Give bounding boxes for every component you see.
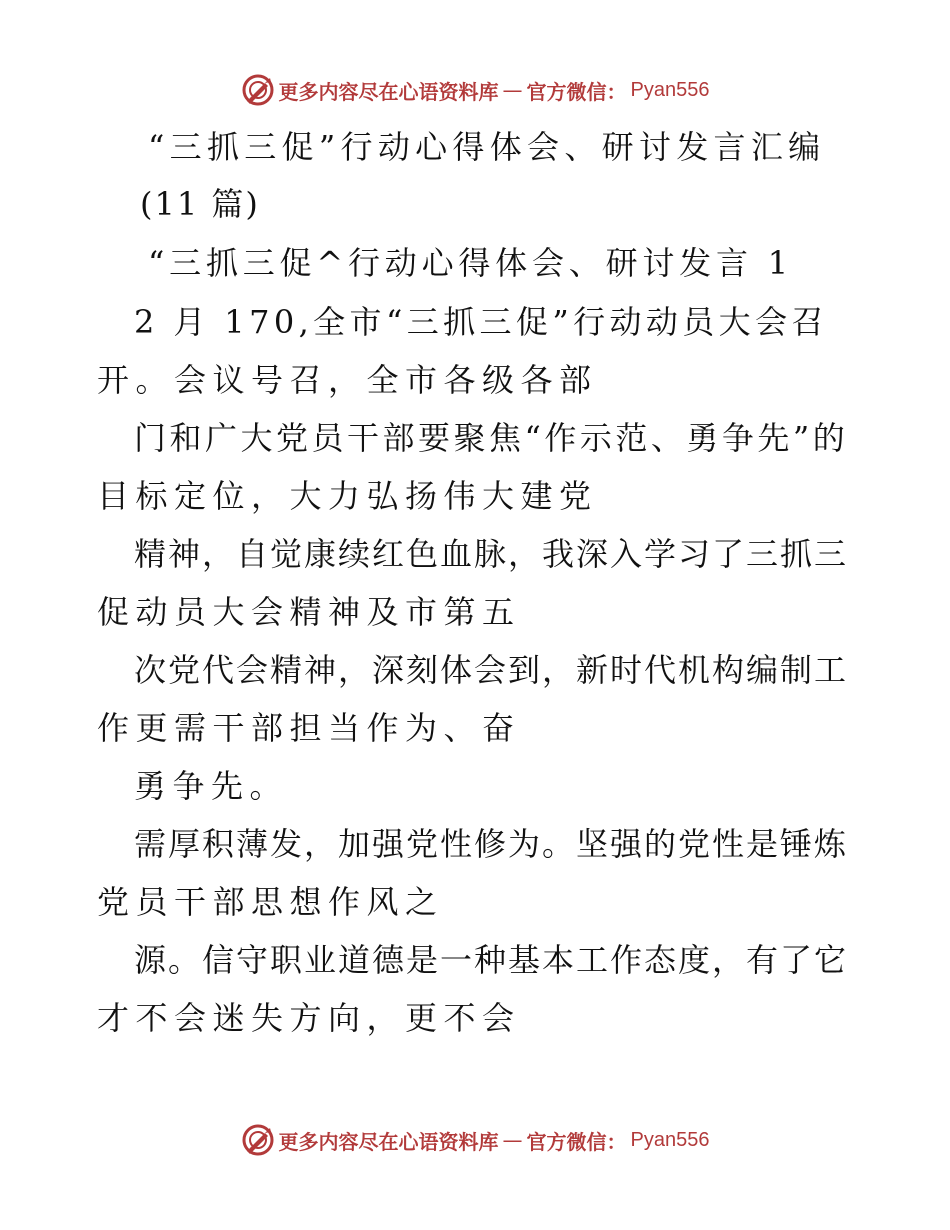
document-title: “三抓三促”行动心得体会、研讨发言汇编 — [148, 128, 826, 166]
paragraph-line: 作更需干部担当作为、奋 — [97, 709, 521, 747]
header-watermark — [0, 70, 950, 110]
watermark-contact-id: Pyan556 — [630, 1128, 710, 1151]
watermark-contact-id: Pyan556 — [630, 78, 710, 101]
section-heading: “三抓三促^行动心得体会、研讨发言 1 — [148, 244, 793, 282]
paragraph-line: 需厚积薄发，加强党性修为。坚强的党性是锤炼 — [134, 825, 849, 863]
watermark-contact-label: 官方微信： — [526, 79, 627, 104]
paragraph-line: 促动员大会精神及市第五 — [97, 593, 521, 631]
paragraph-line: 勇争先。 — [134, 767, 289, 805]
watermark-separator: — — [502, 78, 523, 102]
paragraph-line: 开。会议号召，全市各级各部 — [97, 361, 598, 399]
brand-logo-icon — [241, 73, 275, 107]
paragraph-line: 目标定位，大力弘扬伟大建党 — [97, 477, 598, 515]
footer-watermark — [0, 1120, 950, 1160]
document-subtitle: (11 篇) — [140, 185, 260, 223]
paragraph-line: 门和广大党员干部要聚焦“作示范、勇争先”的 — [134, 419, 849, 457]
paragraph-line: 2 月 170,全市“三抓三促”行动动员大会召 — [134, 303, 828, 341]
paragraph-line: 党员干部思想作风之 — [97, 883, 444, 921]
paragraph-line: 才不会迷失方向，更不会 — [97, 999, 521, 1037]
watermark-separator: — — [502, 1128, 523, 1152]
watermark-brand-text: 更多内容尽在心语资料库 — [278, 1129, 499, 1154]
paragraph-line: 精神，自觉康续红色血脉，我深入学习了三抓三 — [134, 535, 849, 573]
brand-logo-icon — [241, 1123, 275, 1157]
watermark-brand-text: 更多内容尽在心语资料库 — [278, 79, 499, 104]
watermark-contact-label: 官方微信： — [526, 1129, 627, 1154]
paragraph-line: 次党代会精神，深刻体会到，新时代机构编制工 — [134, 651, 849, 689]
paragraph-line: 源。信守职业道德是一种基本工作态度，有了它 — [134, 941, 849, 979]
